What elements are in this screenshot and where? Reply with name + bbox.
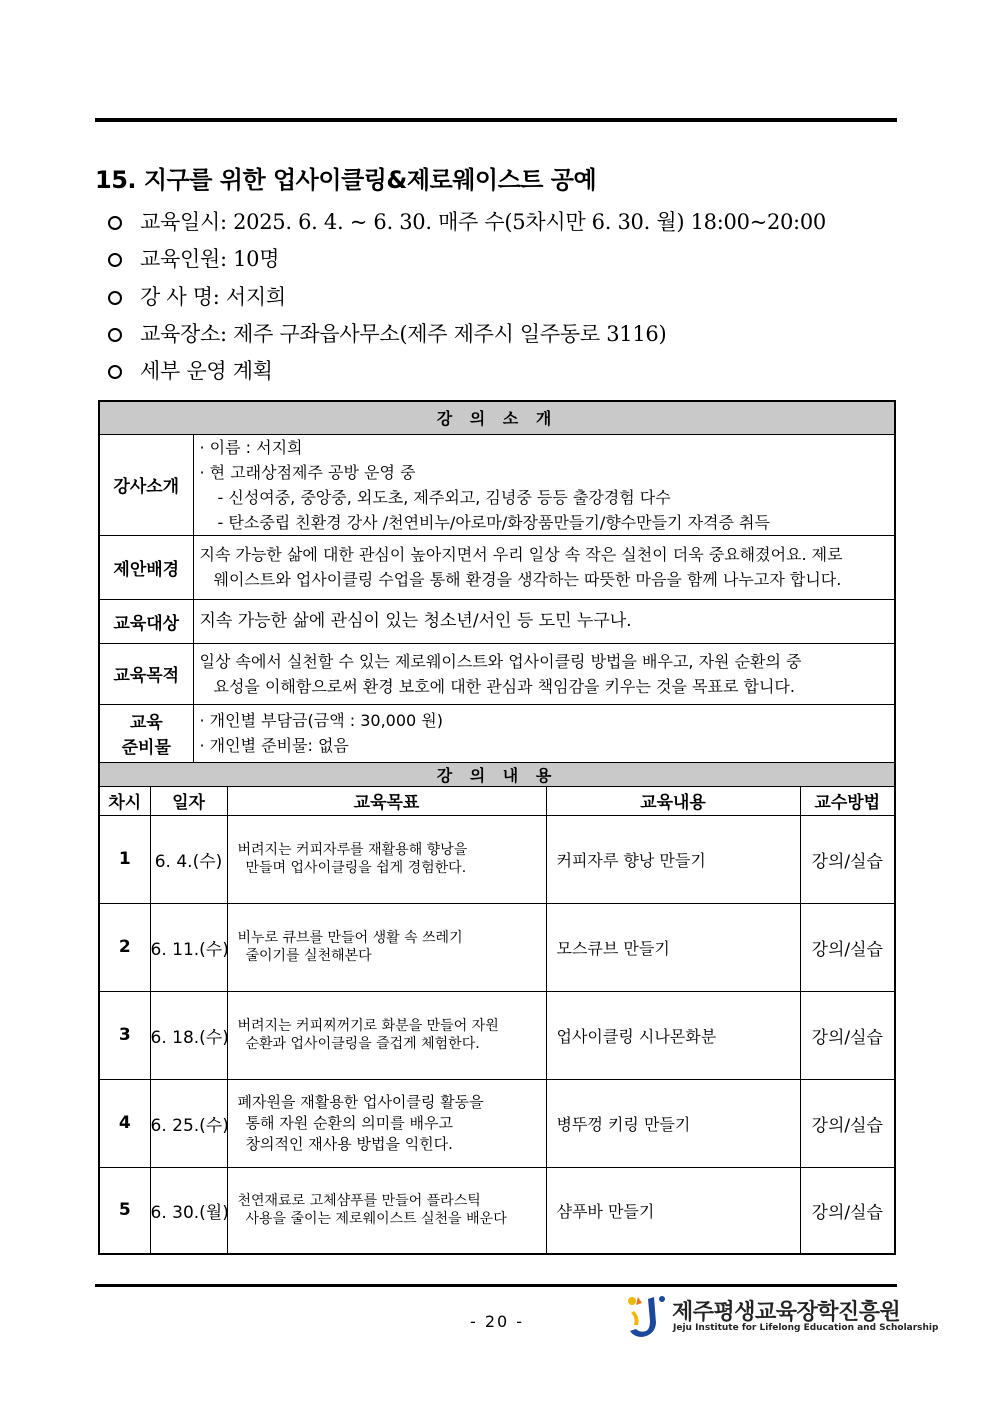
org-name-en: Jeju Institute for Lifelong Education and Scholarship — [673, 1323, 939, 1333]
session-number: 5 — [99, 1167, 150, 1254]
org-logo — [626, 1293, 939, 1339]
col-header-session: 차시 — [99, 786, 150, 815]
table-row — [99, 815, 895, 903]
session-method: 강의/실습 — [800, 991, 895, 1079]
background-text: 지속 가능한 삶에 대한 관심이 높아지면서 우리 일상 속 작은 실천이 더욱 중요해졌어요. 제로 웨이스트와 업사이클링 수업을 통해 환경을 생각하는 따뜻한 마음을 함께 나누고자 합니다. — [193, 535, 895, 599]
info-item-instructor: 강 사 명: 서지희 — [108, 281, 286, 311]
session-number: 1 — [99, 815, 150, 903]
col-header-content: 교육내용 — [546, 786, 800, 815]
background-label: 제안배경 — [99, 535, 193, 599]
info-item-plan: 세부 운영 계획 — [108, 355, 273, 385]
table-row — [99, 991, 895, 1079]
session-content: 샴푸바 만들기 — [546, 1167, 800, 1254]
col-header-goal: 교육목표 — [227, 786, 546, 815]
session-method: 강의/실습 — [800, 815, 895, 903]
session-date: 6. 30.(월) — [150, 1167, 227, 1254]
jeju-logo-icon — [626, 1293, 670, 1339]
session-content: 업사이클링 시나몬화분 — [546, 991, 800, 1079]
prep-label: 교육 준비물 — [99, 704, 193, 762]
target-label: 교육대상 — [99, 599, 193, 643]
session-date: 6. 4.(수) — [150, 815, 227, 903]
session-content: 모스큐브 만들기 — [546, 903, 800, 991]
instructor-label: 강사소개 — [99, 434, 193, 535]
table-row — [99, 1167, 895, 1254]
info-item-location: 교육장소: 제주 구좌읍사무소(제주 제주시 일주동로 3116) — [108, 318, 666, 348]
session-method: 강의/실습 — [800, 903, 895, 991]
top-rule — [95, 118, 897, 122]
session-date: 6. 25.(수) — [150, 1079, 227, 1167]
instructor-info: · 이름 : 서지희 · 현 고래상점제주 공방 운영 중 - 신성여중, 중앙중, 외도초, 제주외고, 김녕중 등등 출강경험 다수 - 탄소중립 친환경 강사 /천연비누/아로마/화장품만들기/향수만들기 자격증 취득 — [193, 434, 895, 535]
session-goal: 버려지는 커피자루를 재활용해 향낭을 만들며 업사이클링을 쉽게 경험한다. — [227, 815, 546, 903]
circle-bullet-icon — [108, 216, 122, 230]
info-item-date: 교육일시: 2025. 6. 4. ~ 6. 30. 매주 수(5차시만 6. 30. 월) 18:00~20:00 — [108, 206, 826, 236]
info-item-count: 교육인원: 10명 — [108, 243, 279, 273]
prep-text: · 개인별 부담금(금액 : 30,000 원) · 개인별 준비물: 없음 — [193, 704, 895, 762]
session-date: 6. 11.(수) — [150, 903, 227, 991]
session-method: 강의/실습 — [800, 1167, 895, 1254]
session-content: 커피자루 향낭 만들기 — [546, 815, 800, 903]
session-date: 6. 18.(수) — [150, 991, 227, 1079]
plan-table — [98, 400, 896, 1255]
session-content: 병뚜껑 키링 만들기 — [546, 1079, 800, 1167]
circle-bullet-icon — [108, 365, 122, 379]
intro-header: 강 의 소 개 — [99, 401, 895, 434]
section-title: 15. 지구를 위한 업사이클링&제로웨이스트 공예 — [95, 166, 597, 194]
page-number: - 20 - — [470, 1312, 525, 1331]
target-text: 지속 가능한 삶에 관심이 있는 청소년/서인 등 도민 누구나. — [193, 599, 895, 643]
session-goal: 천연재료로 고체샴푸를 만들어 플라스틱 사용을 줄이는 제로웨이스트 실천을 배운다 — [227, 1167, 546, 1254]
session-goal: 비누로 큐브를 만들어 생활 속 쓰레기 줄이기를 실천해본다 — [227, 903, 546, 991]
session-number: 3 — [99, 991, 150, 1079]
org-name: 제주평생교육장학진흥원 — [672, 1300, 901, 1325]
circle-bullet-icon — [108, 291, 122, 305]
session-method: 강의/실습 — [800, 1079, 895, 1167]
session-goal: 폐자원을 재활용한 업사이클링 활동을 통해 자원 순환의 의미를 배우고 창의적인 재사용 방법을 익힌다. — [227, 1079, 546, 1167]
col-header-method: 교수방법 — [800, 786, 895, 815]
circle-bullet-icon — [108, 253, 122, 267]
table-row — [99, 1079, 895, 1167]
goal-label: 교육목적 — [99, 643, 193, 704]
bottom-rule — [95, 1284, 897, 1287]
session-number: 4 — [99, 1079, 150, 1167]
session-number: 2 — [99, 903, 150, 991]
lectures-header: 강 의 내 용 — [99, 762, 895, 786]
goal-text: 일상 속에서 실천할 수 있는 제로웨이스트와 업사이클링 방법을 배우고, 자원 순환의 중 요성을 이해함으로써 환경 보호에 대한 관심과 책임감을 키우는 것을 목표로 합니다. — [193, 643, 895, 704]
table-row — [99, 903, 895, 991]
circle-bullet-icon — [108, 328, 122, 342]
col-header-date: 일자 — [150, 786, 227, 815]
session-goal: 버려지는 커피찌꺼기로 화분을 만들어 자원 순환과 업사이클링을 즐겁게 체험한다. — [227, 991, 546, 1079]
